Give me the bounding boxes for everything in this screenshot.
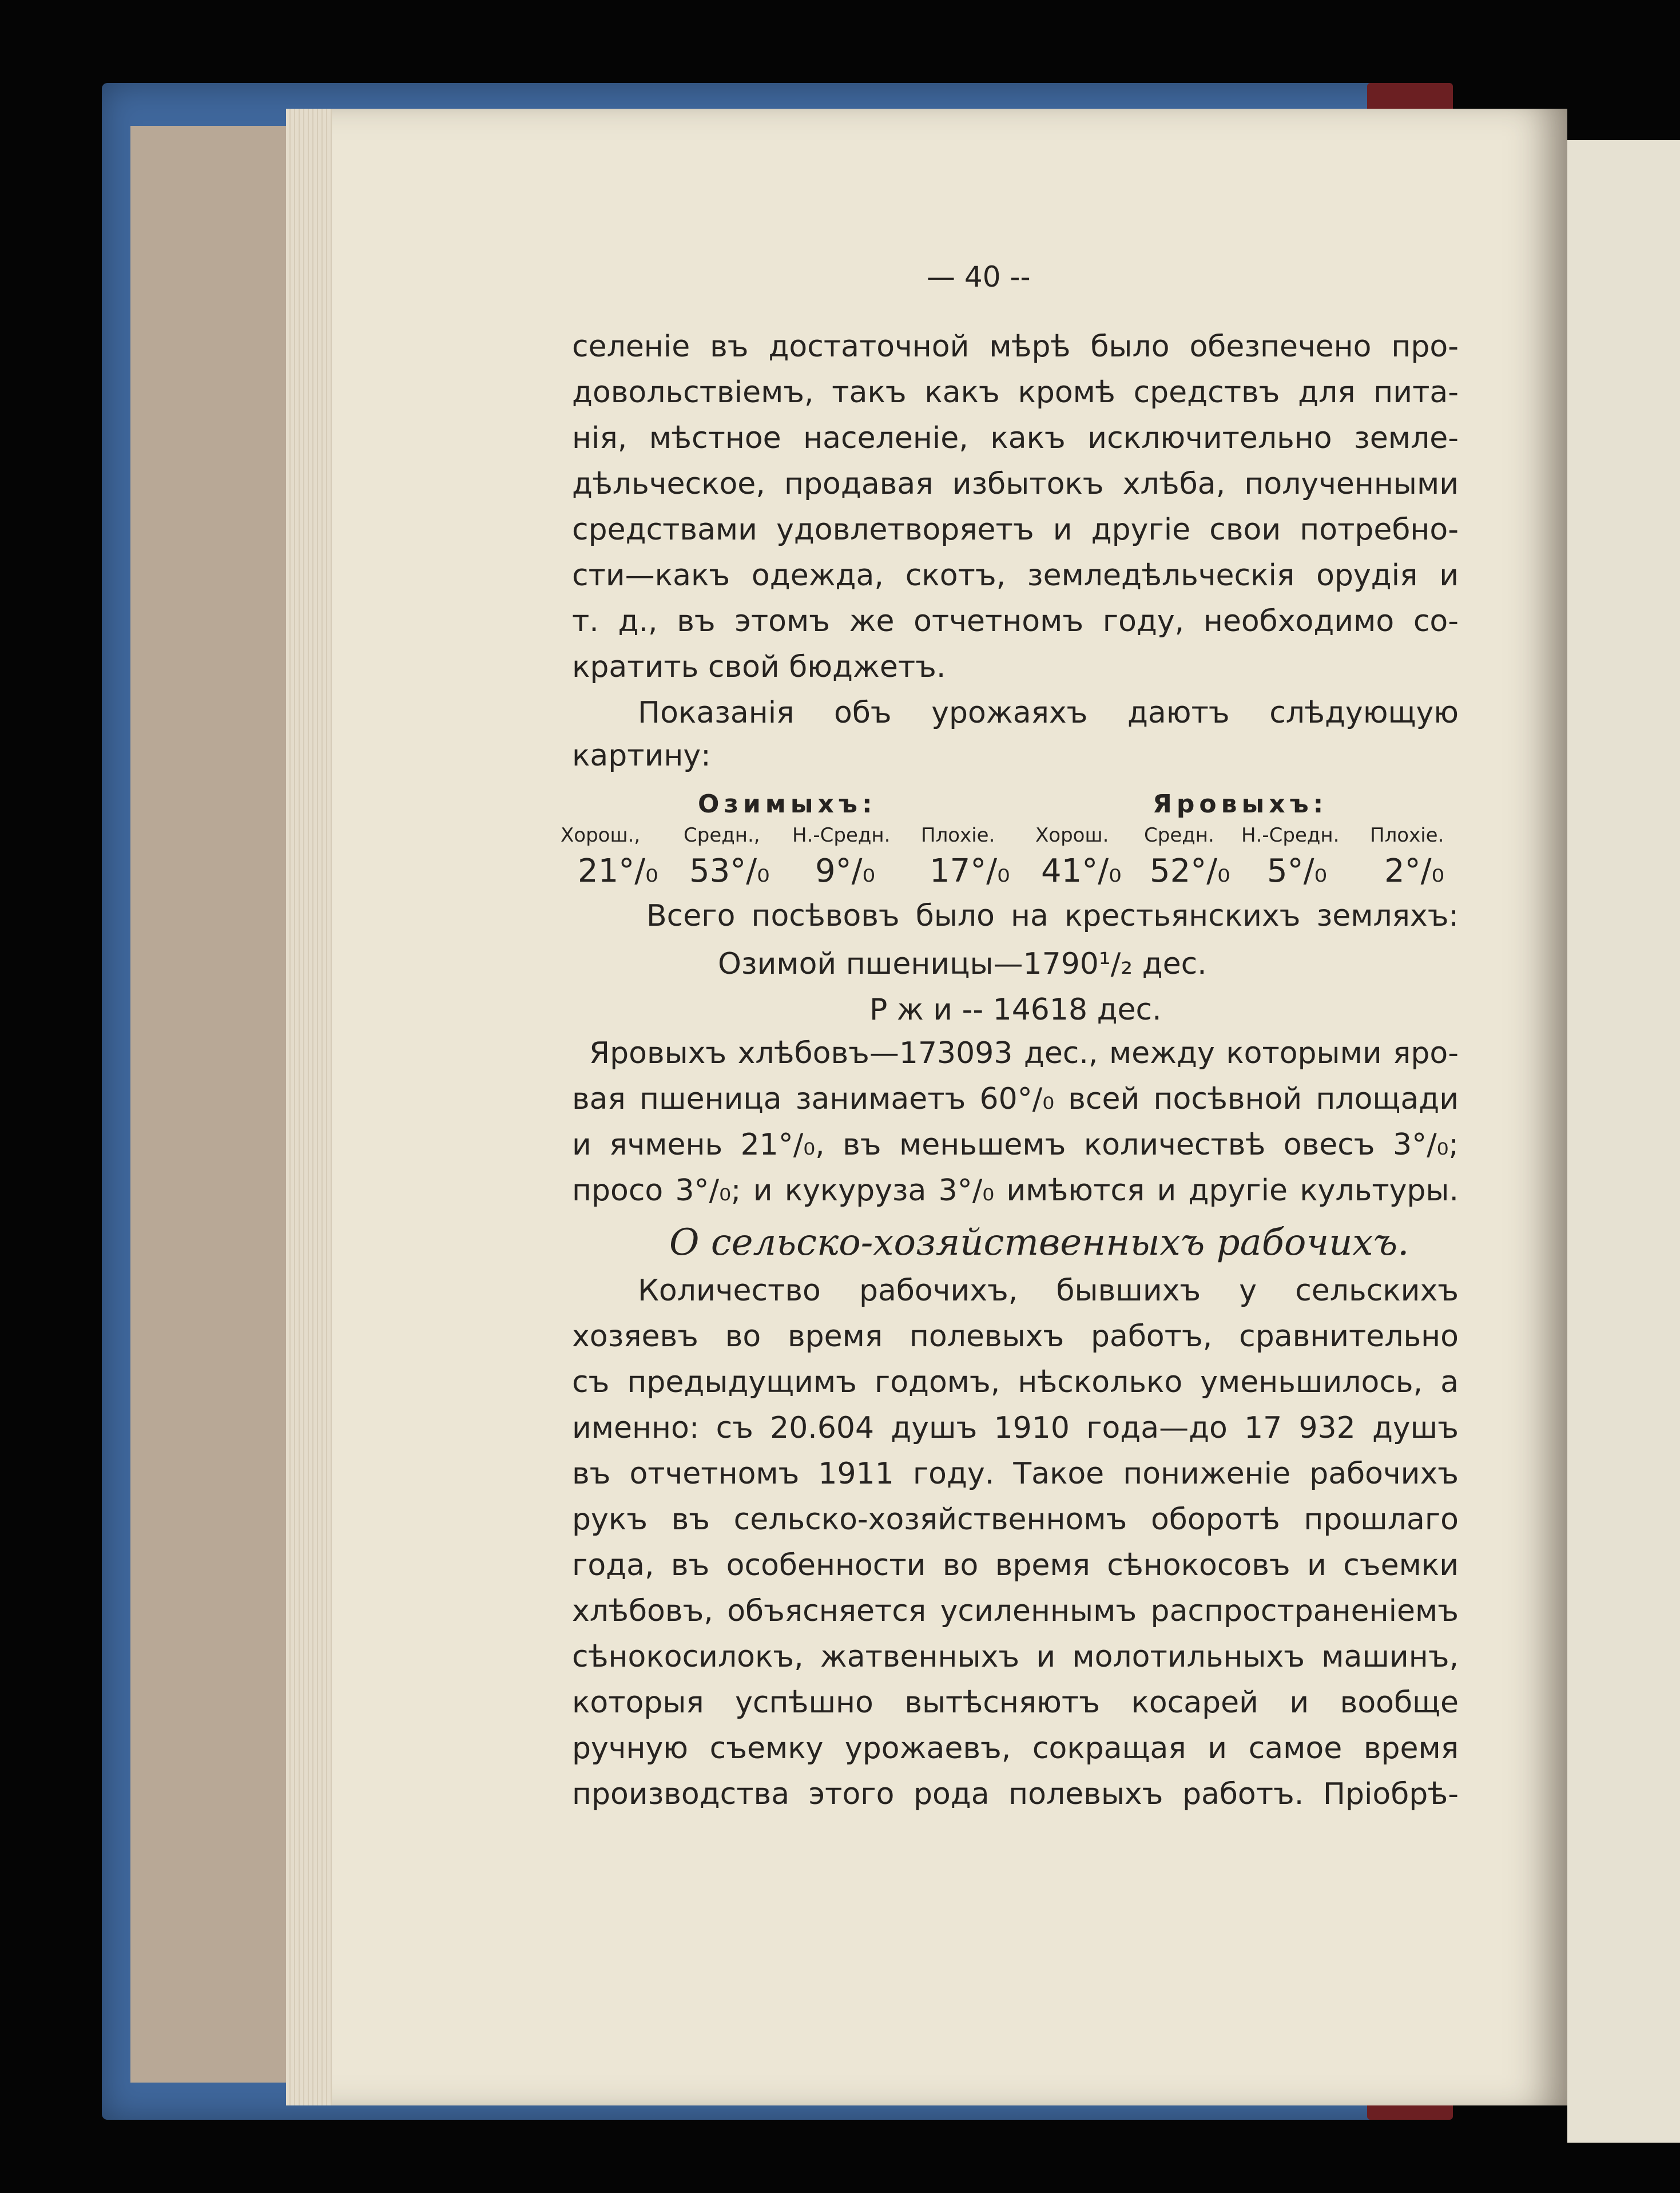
facing-page xyxy=(1567,140,1680,2143)
text-line: Показанія объ урожаяхъ даютъ слѣдующую xyxy=(638,696,1459,730)
text-line: съ предыдущимъ годомъ, нѣсколько уменьшилось, а xyxy=(572,1365,1459,1399)
text-line: ручную съемку урожаевъ, сокращая и самое время xyxy=(572,1731,1459,1766)
text-line: рукъ въ сельско-хозяйственномъ оборотѣ прошлаго xyxy=(572,1502,1459,1537)
text-line: дѣльческое, продавая избытокъ хлѣба, полученными xyxy=(572,467,1459,501)
table-value: 17°/₀ xyxy=(930,852,1010,890)
text-line: которыя успѣшно вытѣсняютъ косарей и вообще xyxy=(572,1686,1459,1720)
text-line: въ отчетномъ 1911 году. Такое пониженіе рабочихъ xyxy=(572,1457,1459,1491)
text-line: нія, мѣстное населеніе, какъ исключительно земле- xyxy=(572,421,1459,455)
table-value: 21°/₀ xyxy=(578,852,658,890)
text-line: селеніе въ достаточной мѣрѣ было обезпечено про- xyxy=(572,330,1459,364)
text-line: средствами удовлетворяетъ и другіе свои потребно- xyxy=(572,513,1459,547)
text-line: года, въ особенности во время сѣнокосовъ и съемки xyxy=(572,1548,1459,1583)
text-line: производства этого рода полевыхъ работъ. Пріобрѣ- xyxy=(572,1777,1459,1811)
text-line: Яровыхъ хлѣбовъ—173093 дес., между которыми яро- xyxy=(589,1036,1459,1070)
table-value: 53°/₀ xyxy=(689,852,770,890)
page-edges xyxy=(286,109,332,2105)
winter-crops-heading: Озимыхъ: xyxy=(698,790,877,819)
text-line: хлѣбовъ, объясняется усиленнымъ распространеніемъ xyxy=(572,1594,1459,1628)
table-header: Хорош., xyxy=(561,824,641,847)
table-header: Средн. xyxy=(1144,824,1214,847)
text-line: Всего посѣвовъ было на крестьянскихъ земляхъ: xyxy=(646,899,1459,933)
text-line: сти—какъ одежда, скотъ, земледѣльческія орудія и xyxy=(572,558,1459,593)
text-line: именно: съ 20.604 душъ 1910 года—до 17 932 душъ xyxy=(572,1411,1459,1445)
table-header: Средн., xyxy=(684,824,760,847)
text-line: вая пшеница занимаетъ 60°/₀ всей посѣвной площади xyxy=(572,1082,1459,1116)
text-line: кратить свой бюджетъ. xyxy=(572,650,946,684)
winter-wheat-line: Озимой пшеницы—1790¹/₂ дес. xyxy=(718,947,1207,981)
table-header: Н.-Средн. xyxy=(1241,824,1340,847)
table-value: 2°/₀ xyxy=(1384,852,1444,890)
table-header: Н.-Средн. xyxy=(792,824,891,847)
table-value: 5°/₀ xyxy=(1267,852,1327,890)
table-header: Плохіе. xyxy=(1370,824,1444,847)
table-value: 41°/₀ xyxy=(1041,852,1122,890)
text-line: довольствіемъ, такъ какъ кромѣ средствъ для пита- xyxy=(572,375,1459,410)
table-value: 52°/₀ xyxy=(1150,852,1230,890)
table-header: Хорош. xyxy=(1035,824,1109,847)
text-line: картину: xyxy=(572,739,711,773)
section-heading: О сельско-хозяйственныхъ рабочихъ. xyxy=(669,1222,1409,1264)
rye-line: Р ж и -- 14618 дес. xyxy=(869,993,1162,1027)
text-line: Количество рабочихъ, бывшихъ у сельскихъ xyxy=(638,1274,1459,1308)
page-number: — 40 -- xyxy=(927,260,1031,294)
table-header: Плохіе. xyxy=(921,824,995,847)
spring-crops-heading: Яровыхъ: xyxy=(1153,790,1328,819)
table-value: 9°/₀ xyxy=(815,852,875,890)
text-line: сѣнокосилокъ, жатвенныхъ и молотильныхъ машинъ, xyxy=(572,1640,1459,1674)
text-line: т. д., въ этомъ же отчетномъ году, необходимо со- xyxy=(572,604,1459,639)
text-line: и ячмень 21°/₀, въ меньшемъ количествѣ овесъ 3°/₀; xyxy=(572,1128,1459,1162)
text-line: просо 3°/₀; и кукуруза 3°/₀ имѣются и другіе культуры. xyxy=(572,1173,1459,1208)
text-line: хозяевъ во время полевыхъ работъ, сравнительно xyxy=(572,1319,1459,1354)
